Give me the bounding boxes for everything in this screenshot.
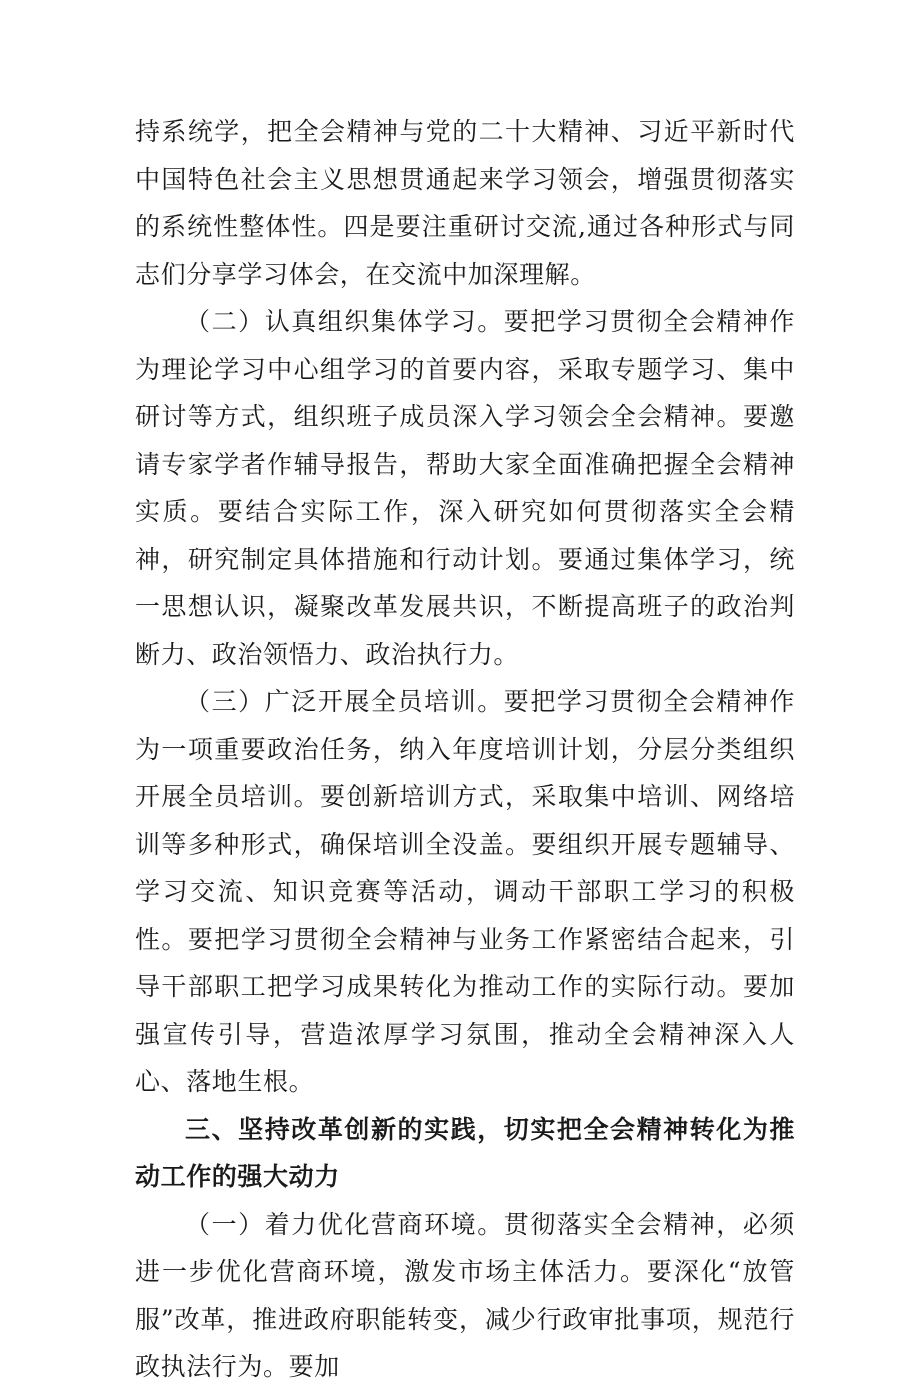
paragraph-continuation: 持系统学，把全会精神与党的二十大精神、习近平新时代中国特色社会主义思想贯通起来学习领会，增强贯彻落实的系统性整体性。四是要注重研讨交流,通过各种形式与同志们分享学习体会，在交流中加深理解。 xyxy=(135,117,795,289)
paragraph-staff-training: （三）广泛开展全员培训。要把学习贯彻全会精神作为一项重要政治任务，纳入年度培训计划，分层分类组织开展全员培训。要创新培训方式，采取集中培训、网络培训等多种形式，确保培训全没盖。要组织开展专题辅导、学习交流、知识竞赛等活动，调动干部职工学习的积极性。要把学习贯彻全会精神与业务工作紧密结合起来，引导干部职工把学习成果转化为推动工作的实际行动。要加强宣传引导，营造浓厚学习氛围，推动全会精神深入人心、落地生根。 xyxy=(135,687,795,1096)
section-heading-three: 三、坚持改革创新的实践，切实把全会精神转化为推动工作的强大动力 xyxy=(135,1114,795,1191)
paragraph-collective-study: （二）认真组织集体学习。要把学习贯彻全会精神作为理论学习中心组学习的首要内容，采取专题学习、集中研讨等方式，组织班子成员深入学习领会全会精神。要邀请专家学者作辅导报告，帮助大家全面准确把握全会精神实质。要结合实际工作，深入研究如何贯彻落实全会精神，研究制定具体措施和行动计划。要通过集体学习，统一思想认识，凝聚改革发展共识，不断提高班子的政治判断力、政治领悟力、政治执行力。 xyxy=(135,307,795,669)
document-body xyxy=(135,108,795,1391)
paragraph-business-environment: （一）着力优化营商环境。贯彻落实全会精神，必须进一步优化营商环境，激发市场主体活力。要深化“放管服”改革，推进政府职能转变，减少行政审批事项，规范行政执法行为。要加 xyxy=(135,1209,795,1381)
